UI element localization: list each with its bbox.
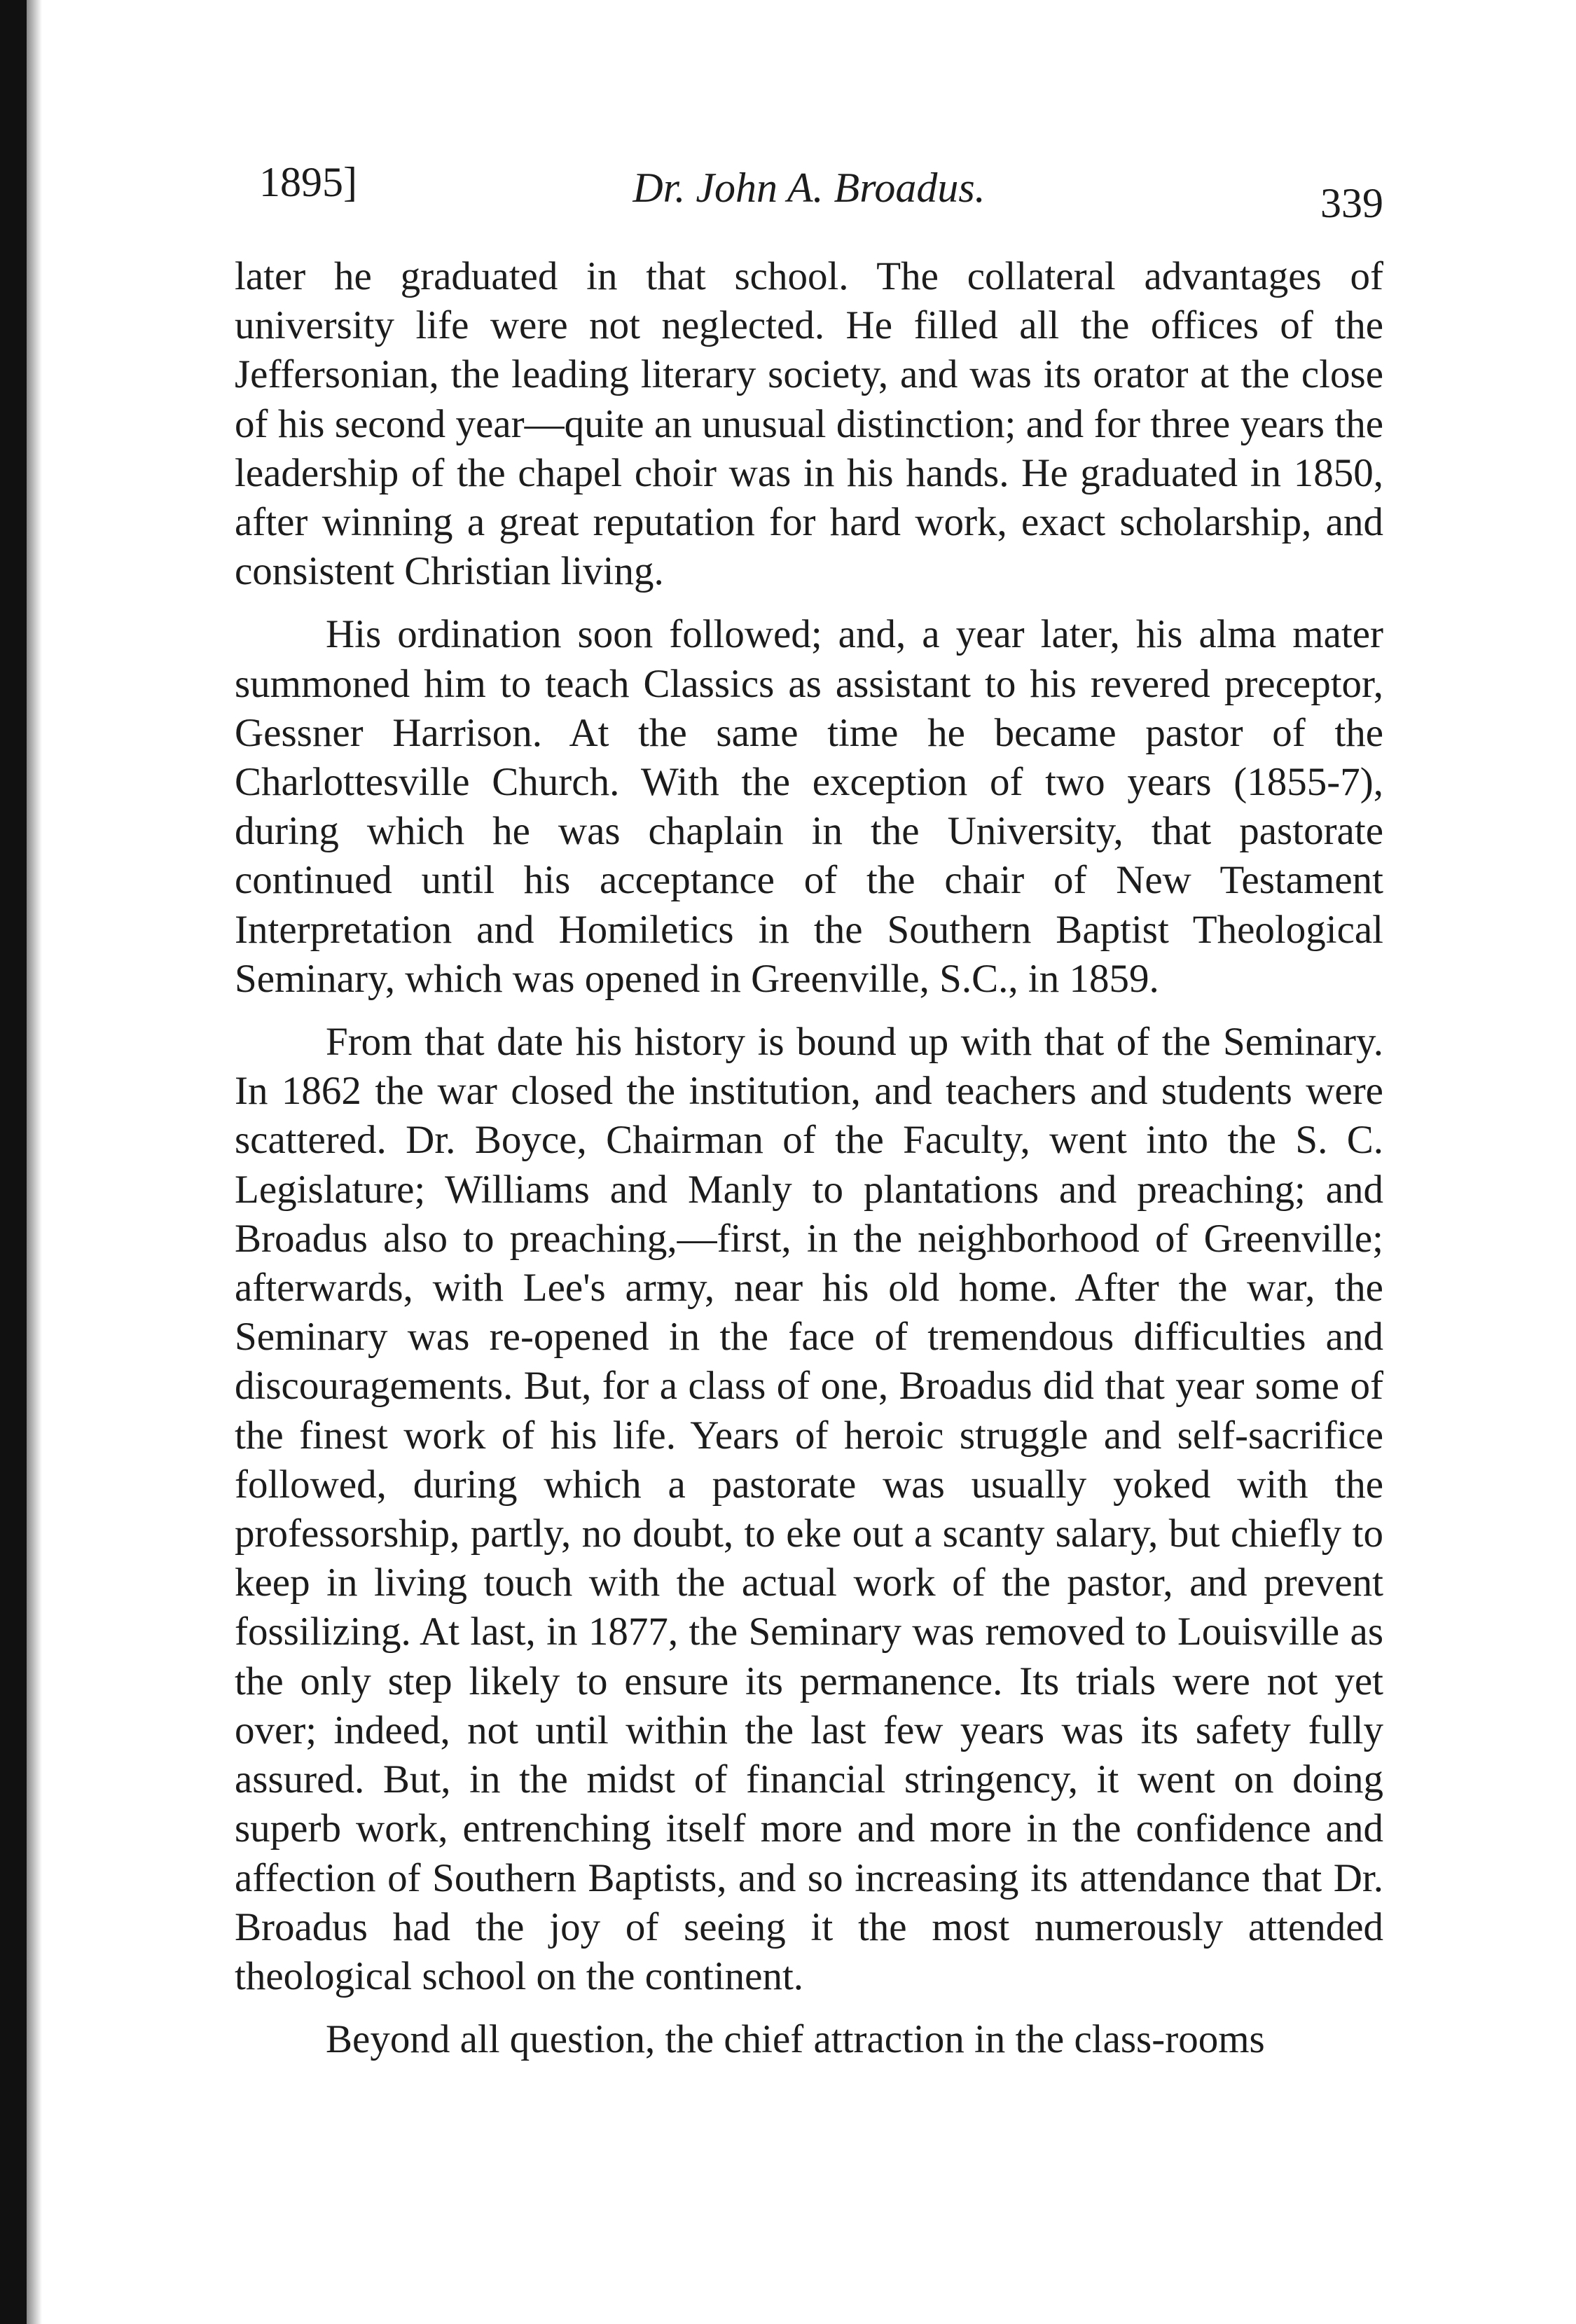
book-page <box>235 154 1383 2064</box>
paragraph-1: later he graduated in that school. The collateral advantages of university life were not neglected. He filled all the offices of the Jeffersonian, the leading literary society, and was its orator at the close of his second year—quite an unusual distinction; and for three years the leadership of the chapel choir was in his hands. He graduated in 1850, after winning a great reputation for hard work, exact scholarship, and consistent Christian living. <box>235 254 1383 594</box>
page-number: 339 <box>1320 180 1383 226</box>
paragraph-3: From that date his history is bound up with that of the Seminary. In 1862 the war closed the institution, and teachers and students were scattered. Dr. Boyce, Chairman of the Faculty, went into the S. C. Legislature; Williams and Manly to plantations and preaching; and Broadus also to preaching,—first, in the neighborhood of Greenville; afterwards, with Lee's army, near his old home. After the war, the Seminary was re-opened in the face of tremendous difficulties and discouragements. But, for a class of one, Broadus did that year some of the finest work of his life. Years of heroic struggle and self-sacrifice followed, during which a pastorate was usually yoked with the professorship, partly, no doubt, to eke out a scanty salary, but chiefly to keep in living touch with the actual work of the pastor, and prevent fossilizing. At last, in 1877, the Seminary was removed to Louisville as the only step likely to ensure its permanence. Its trials were not yet over; indeed, not until within the last few years was its safety fully assured. But, in the midst of financial stringency, it went on doing superb work, entrenching itself more and more in the confidence and affection of Southern Baptists, and so increasing its attendance that Dr. Broadus had the joy of seeing it the most numerously attended theological school on the continent. <box>235 1020 1383 1998</box>
paragraph-2: His ordination soon followed; and, a year later, his alma mater summoned him to teach Classics as assistant to his revered preceptor, Gessner Harrison. At the same time he became pastor of the Charlottesville Church. With the exception of two years (1855-7), during which he was chaplain in the University, that pastorate continued until his acceptance of the chair of New Testament Interpretation and Homiletics in the Southern Baptist Theological Seminary, which was opened in Greenville, S.C., in 1859. <box>235 612 1383 1001</box>
body-text <box>235 252 1383 2064</box>
binding-shadow <box>27 0 42 2324</box>
binding-edge <box>0 0 27 2324</box>
paragraph-4: Beyond all question, the chief attraction in the class-rooms <box>326 2017 1265 2062</box>
running-head-title: Dr. John A. Broadus. <box>633 165 986 211</box>
running-head <box>235 154 1383 252</box>
running-head-year: 1895] <box>259 159 357 205</box>
